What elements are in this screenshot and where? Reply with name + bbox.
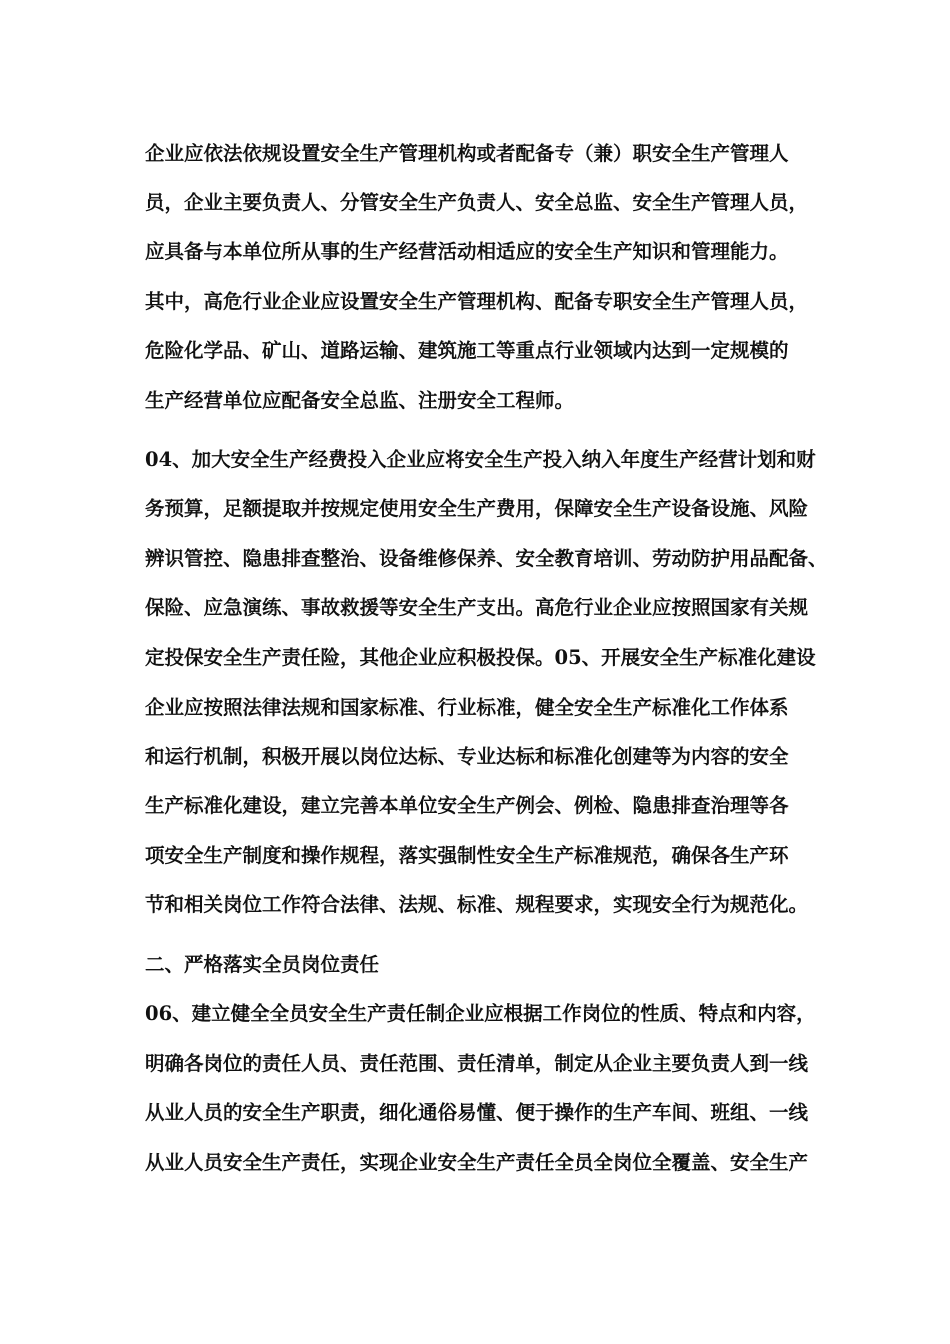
text-line: 务预算，足额提取并按规定使用安全生产费用，保障安全生产设备设施、风险	[145, 497, 809, 520]
section-heading: 二、严格落实全员岗位责任	[145, 953, 380, 976]
text-line: 企业应依法依规设置安全生产管理机构或者配备专（兼）职安全生产管理人	[145, 142, 789, 165]
text-line: 项安全生产制度和操作规程，落实强制性安全生产标准规范，确保各生产环	[145, 844, 789, 867]
text-line: 定投保安全生产责任险，其他企业应积极投保。05、开展安全生产标准化建设	[145, 646, 816, 669]
text-line: 从业人员的安全生产职责，细化通俗易懂、便于操作的生产车间、班组、一线	[145, 1101, 809, 1124]
text-line: 应具备与本单位所从事的生产经营活动相适应的安全生产知识和管理能力。	[145, 240, 789, 263]
text-line: 明确各岗位的责任人员、责任范围、责任清单，制定从企业主要负责人到一线	[145, 1052, 809, 1075]
text-line: 从业人员安全生产责任，实现企业安全生产责任全员全岗位全覆盖、安全生产	[145, 1151, 809, 1174]
text-line: 生产标准化建设，建立完善本单位安全生产例会、例检、隐患排查治理等各	[145, 794, 789, 817]
text-line: 辨识管控、隐患排查整治、设备维修保养、安全教育培训、劳动防护用品配备、	[145, 547, 828, 570]
text-line: 和运行机制，积极开展以岗位达标、专业达标和标准化创建等为内容的安全	[145, 745, 789, 768]
text-line: 06、建立健全全员安全生产责任制企业应根据工作岗位的性质、特点和内容，	[145, 1002, 816, 1025]
text-line: 生产经营单位应配备安全总监、注册安全工程师。	[145, 389, 575, 412]
text-line: 节和相关岗位工作符合法律、法规、标准、规程要求，实现安全行为规范化。	[145, 893, 809, 916]
text-line: 保险、应急演练、事故救援等安全生产支出。高危行业企业应按照国家有关规	[145, 596, 809, 619]
text-line: 其中，高危行业企业应设置安全生产管理机构、配备专职安全生产管理人员，	[145, 290, 809, 313]
text-line: 企业应按照法律法规和国家标准、行业标准，健全安全生产标准化工作体系	[145, 696, 789, 719]
text-line: 员，企业主要负责人、分管安全生产负责人、安全总监、安全生产管理人员，	[145, 191, 809, 214]
text-line: 危险化学品、矿山、道路运输、建筑施工等重点行业领域内达到一定规模的	[145, 339, 789, 362]
text-line: 04、加大安全生产经费投入企业应将安全生产投入纳入年度生产经营计划和财	[145, 448, 816, 471]
